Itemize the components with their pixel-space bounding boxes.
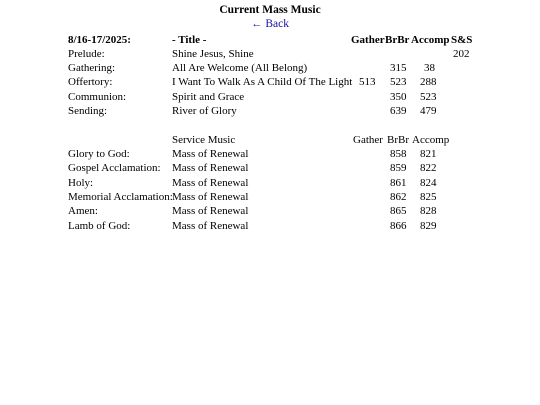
service-accomp-header: Accomp: [412, 134, 450, 146]
brbr-number: 858: [390, 148, 407, 160]
brbr-number: 866: [390, 220, 407, 232]
service-brbr-header: BrBr: [387, 134, 409, 146]
song-title: River of Glory: [172, 105, 237, 117]
mass-part-label: Offertory:: [68, 76, 113, 88]
mass-part-label: Sending:: [68, 105, 108, 117]
service-part-label: Lamb of God:: [68, 220, 131, 232]
service-title: Mass of Renewal: [172, 220, 249, 232]
service-gather-header: Gather: [353, 134, 383, 146]
brbr-number: 862: [390, 191, 407, 203]
accomp-number: 38: [424, 62, 435, 74]
accomp-header: Accomp: [411, 34, 450, 46]
brbr-number: 639: [390, 105, 407, 117]
service-title: Mass of Renewal: [172, 205, 249, 217]
brbr-header: BrBr: [385, 34, 410, 46]
service-part-label: Holy:: [68, 177, 94, 189]
song-title: Shine Jesus, Shine: [172, 48, 254, 60]
mass-part-label: Prelude:: [68, 48, 105, 60]
gather-number: 513: [359, 76, 376, 88]
mass-part-label: Communion:: [68, 91, 127, 103]
ss-number: 202: [453, 48, 470, 60]
brbr-number: 859: [390, 162, 407, 174]
service-part-label: Amen:: [68, 205, 98, 217]
service-title: Mass of Renewal: [172, 148, 249, 160]
brbr-number: 315: [390, 62, 407, 74]
song-title: Spirit and Grace: [172, 91, 245, 103]
service-part-label: Memorial Acclamation:: [68, 191, 173, 203]
service-title: Mass of Renewal: [172, 162, 249, 174]
accomp-number: 822: [420, 162, 437, 174]
gather-header: Gather: [351, 34, 385, 46]
accomp-number: 479: [420, 105, 437, 117]
back-link[interactable]: ← Back: [250, 18, 289, 30]
title-header: - Title -: [172, 34, 207, 46]
song-title: All Are Welcome (All Belong): [172, 62, 308, 74]
ss-header: S&S: [451, 34, 473, 46]
accomp-number: 825: [420, 191, 437, 203]
song-title: I Want To Walk As A Child Of The Light: [172, 76, 353, 88]
date-header: 8/16-17/2025:: [68, 34, 131, 46]
accomp-number: 829: [420, 220, 437, 232]
brbr-number: 865: [390, 205, 407, 217]
service-music-header: Service Music: [172, 134, 236, 146]
mass-part-label: Gathering:: [68, 62, 116, 74]
service-part-label: Gospel Acclamation:: [68, 162, 161, 174]
service-title: Mass of Renewal: [172, 191, 249, 203]
accomp-number: 824: [420, 177, 437, 189]
accomp-number: 288: [420, 76, 437, 88]
accomp-number: 828: [420, 205, 437, 217]
page-title: Current Mass Music: [219, 4, 321, 16]
service-part-label: Glory to God:: [68, 148, 130, 160]
brbr-number: 861: [390, 177, 407, 189]
accomp-number: 821: [420, 148, 437, 160]
accomp-number: 523: [420, 91, 437, 103]
brbr-number: 350: [390, 91, 407, 103]
brbr-number: 523: [390, 76, 407, 88]
service-title: Mass of Renewal: [172, 177, 249, 189]
back-link-container: [0, 18, 540, 30]
